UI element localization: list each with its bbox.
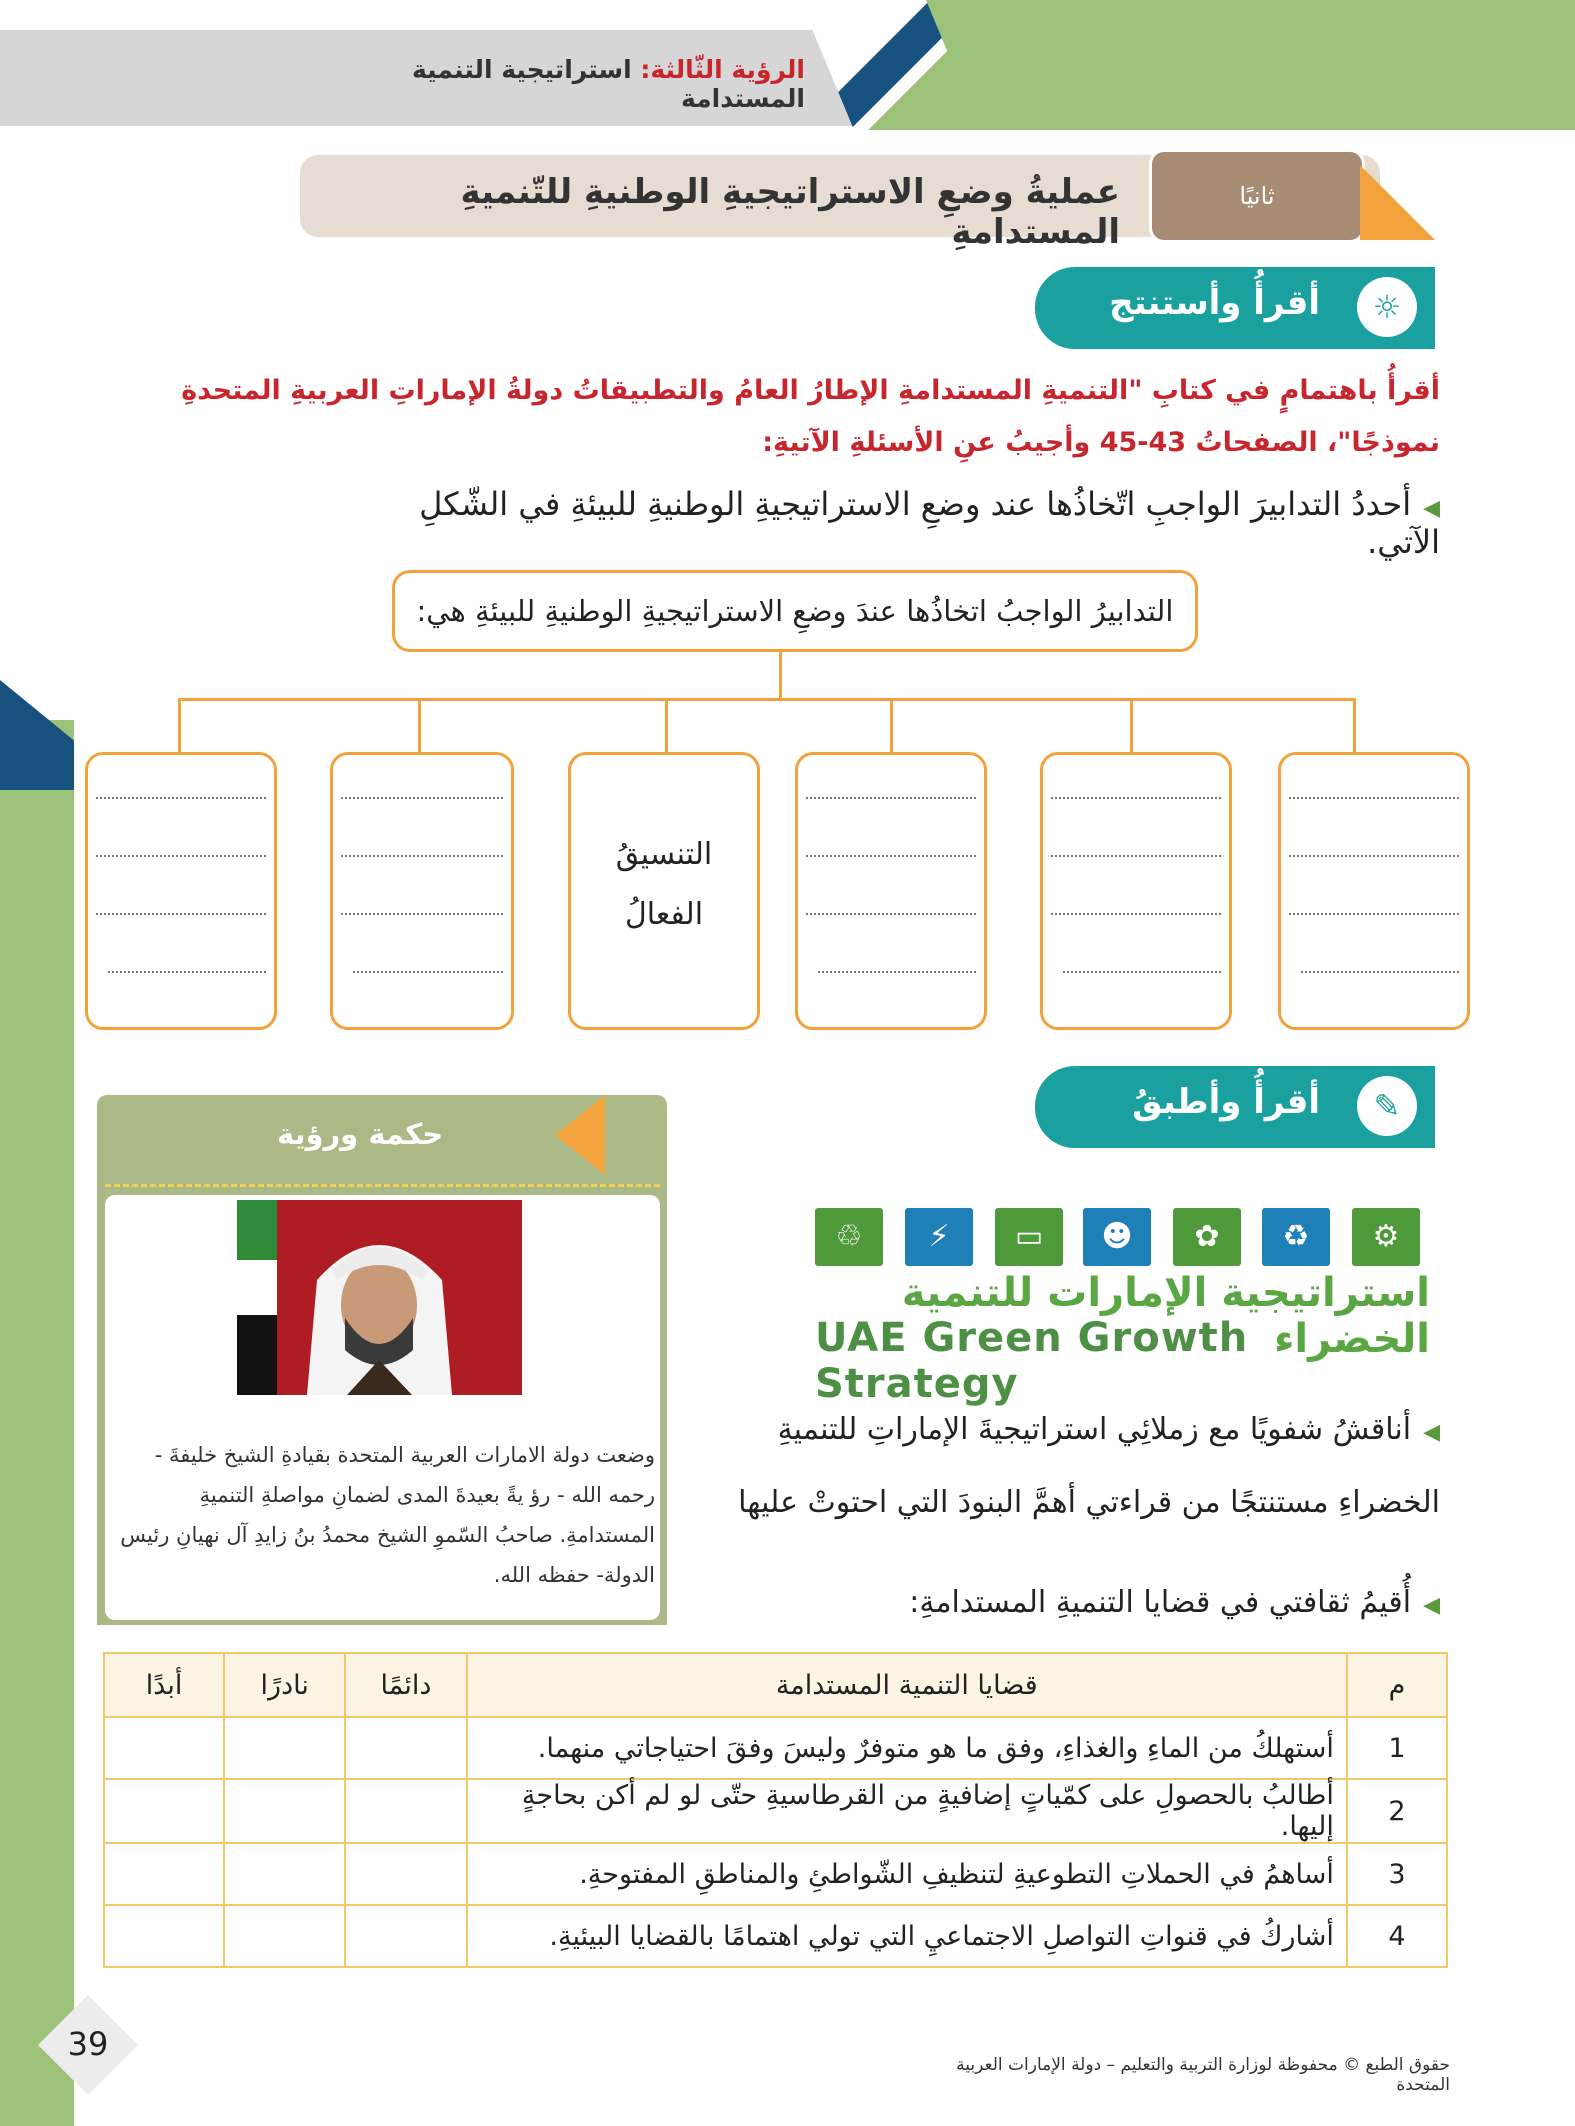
section-badge: ثانيًا — [1152, 152, 1362, 240]
cell-always[interactable] — [345, 1905, 466, 1967]
question-3 — [700, 1585, 1440, 1620]
section-title: عمليةُ وضعِ الاستراتيجيةِ الوطنيةِ للتّنميةِ المستدامةِ — [460, 172, 1120, 252]
row-num: 1 — [1347, 1717, 1447, 1779]
header-label: الرؤية الثّالثة: — [640, 55, 805, 84]
diagram-blank-box[interactable] — [795, 752, 987, 1030]
green-growth-english-title: UAE Green Growth Strategy — [815, 1315, 1249, 1407]
bottles-icon: ♲ — [815, 1208, 883, 1266]
read-apply-title: أقرأُ وأطبقُ — [1132, 1082, 1320, 1122]
section-triangle-decoration — [1360, 165, 1435, 240]
row-num: 2 — [1347, 1779, 1447, 1843]
table-header-row — [104, 1653, 1447, 1717]
diagram-filled-line-1: التنسيقُ — [615, 837, 713, 872]
side-green-bar — [0, 720, 74, 2126]
question-1-text: أحددُ التدابيرَ الواجبِ اتّخاذُها عند وضعِ الاستراتيجيةِ الوطنيةِ للبيئةِ في الشّكلِ الآتي. — [419, 485, 1440, 561]
book-pen-icon: ✎ — [1357, 1076, 1417, 1136]
plant-icon: ✿ — [1173, 1208, 1241, 1266]
read-conclude-title: أقرأُ وأستنتج — [1109, 283, 1320, 323]
page-number: 39 — [67, 2025, 109, 2063]
table-row — [104, 1717, 1447, 1779]
diagram-connector — [178, 698, 1353, 701]
green-growth-icons — [815, 1208, 1430, 1268]
wisdom-card-text: وضعت دولة الامارات العربية المتحدة بقيادةِ الشيخ خليفةَ - رحمه الله - رؤ يةً بعيدةَ المدى لضمانِ مواصلةِ التنميةِ المستدامةِ. صاحبُ السّموِ الشيخ محمدُ بنُ زايدِ آل نهيانِ رئيس الدولة- حفظه الله. — [120, 1443, 655, 1587]
diagram-connector — [665, 698, 668, 754]
triangle-bullet-icon: ◀ — [1423, 1420, 1440, 1445]
row-num: 3 — [1347, 1843, 1447, 1905]
diagram-root-box: التدابيرُ الواجبُ اتخاذُها عندَ وضعِ الاستراتيجيةِ الوطنيةِ للبيئةِ هي: — [392, 570, 1198, 652]
cell-rarely[interactable] — [224, 1843, 345, 1905]
cell-rarely[interactable] — [224, 1905, 345, 1967]
triangle-bullet-icon: ◀ — [1423, 496, 1440, 521]
sustainability-self-assessment-table — [103, 1652, 1448, 1968]
diagram-connector — [1130, 698, 1133, 754]
diagram-blank-box[interactable] — [1040, 752, 1232, 1030]
diagram-connector — [890, 698, 893, 754]
wisdom-dashed-divider — [105, 1184, 660, 1187]
header-num: م — [1347, 1653, 1447, 1717]
green-growth-arabic-title: استراتيجية الإمارات للتنمية الخضراء — [901, 1270, 1430, 1362]
bus-icon: ▭ — [995, 1208, 1063, 1266]
read-conclude-tab — [1035, 267, 1435, 349]
header-rarely: نادرًا — [224, 1653, 345, 1717]
header-title: استراتيجية التنمية المستدامة — [412, 55, 805, 113]
diagram-connector — [1353, 698, 1356, 754]
diagram-connector — [779, 649, 782, 699]
head-bulb-icon: ☼ — [1357, 277, 1417, 337]
diagram-filled-box — [568, 752, 760, 1030]
row-text: أستهلكُ من الماءِ والغذاءِ، وفق ما هو متوفرٌ وليسَ وفقَ احتياجاتي منهما. — [467, 1717, 1347, 1779]
triangle-bullet-icon: ◀ — [1423, 1593, 1440, 1618]
side-blue-accent — [0, 680, 74, 790]
plug-drop-icon: ⚡ — [905, 1208, 973, 1266]
diagram-connector — [418, 698, 421, 754]
cell-always[interactable] — [345, 1843, 466, 1905]
table-row — [104, 1843, 1447, 1905]
cell-never[interactable] — [104, 1843, 224, 1905]
row-text: أطالبُ بالحصولِ على كمّياتٍ إضافيةٍ من القرطاسيةِ حتّى لو لم أكن بحاجةٍ إليها. — [467, 1779, 1347, 1843]
row-num: 4 — [1347, 1905, 1447, 1967]
copyright-footer: حقوق الطبع © محفوظة لوزارة التربية والتعليم – دولة الإمارات العربية المتحدة — [956, 2055, 1450, 2095]
diagram-filled-line-2: الفعالُ — [624, 897, 704, 932]
cell-rarely[interactable] — [224, 1717, 345, 1779]
row-text: أساهمُ في الحملاتِ التطوعيةِ لتنظيفِ الشّواطئِ والمناطقِ المفتوحةِ. — [467, 1843, 1347, 1905]
cell-never[interactable] — [104, 1779, 224, 1843]
recycle-person-icon: ♻ — [1262, 1208, 1330, 1266]
header-issue: قضايا التنمية المستدامة — [467, 1653, 1347, 1717]
row-text: أشاركُ في قنواتِ التواصلِ الاجتماعيِ التي تولي اهتمامًا بالقضايا البيئيةِ. — [467, 1905, 1347, 1967]
cell-never[interactable] — [104, 1905, 224, 1967]
diagram-connector — [178, 698, 181, 754]
question-2-text: أناقشُ شفويًا مع زملائِي استراتيجيةَ الإماراتِ للتنميةِ الخضراءِ مستنتجًا من قراءتي أهمَّ البنودَ التي احتوتْ عليها — [738, 1412, 1440, 1520]
header-always: دائمًا — [345, 1653, 466, 1717]
cell-never[interactable] — [104, 1717, 224, 1779]
cell-always[interactable] — [345, 1779, 466, 1843]
oil-pump-icon: ⚙ — [1352, 1208, 1420, 1266]
worker-icon: ☻ — [1083, 1208, 1151, 1266]
question-2 — [700, 1395, 1440, 1538]
table-row — [104, 1905, 1447, 1967]
diagram-blank-box[interactable] — [85, 752, 277, 1030]
page-header-title — [300, 55, 805, 113]
diagram-blank-box[interactable] — [1278, 752, 1470, 1030]
leader-portrait — [237, 1200, 522, 1395]
header-never: أبدًا — [104, 1653, 224, 1717]
question-1 — [400, 485, 1440, 561]
diagram-blank-box[interactable] — [330, 752, 514, 1030]
wisdom-card-title: حكمة ورؤية — [277, 1117, 444, 1151]
cell-always[interactable] — [345, 1717, 466, 1779]
cell-rarely[interactable] — [224, 1779, 345, 1843]
question-3-text: أُقيمُ ثقافتي في قضايا التنميةِ المستدامةِ: — [909, 1585, 1412, 1620]
table-row — [104, 1779, 1447, 1843]
intro-paragraph: أقرأُ باهتمامٍ في كتابِ "التنميةِ المستدامةِ الإطارُ العامُ والتطبيقاتُ دولةُ الإماراتِ العربيةِ المتحدةِ نموذجًا"، الصفحاتُ 43-45 وأجيبُ عنِ الأسئلةِ الآتيةِ: — [181, 375, 1440, 458]
read-apply-tab — [1035, 1066, 1435, 1148]
